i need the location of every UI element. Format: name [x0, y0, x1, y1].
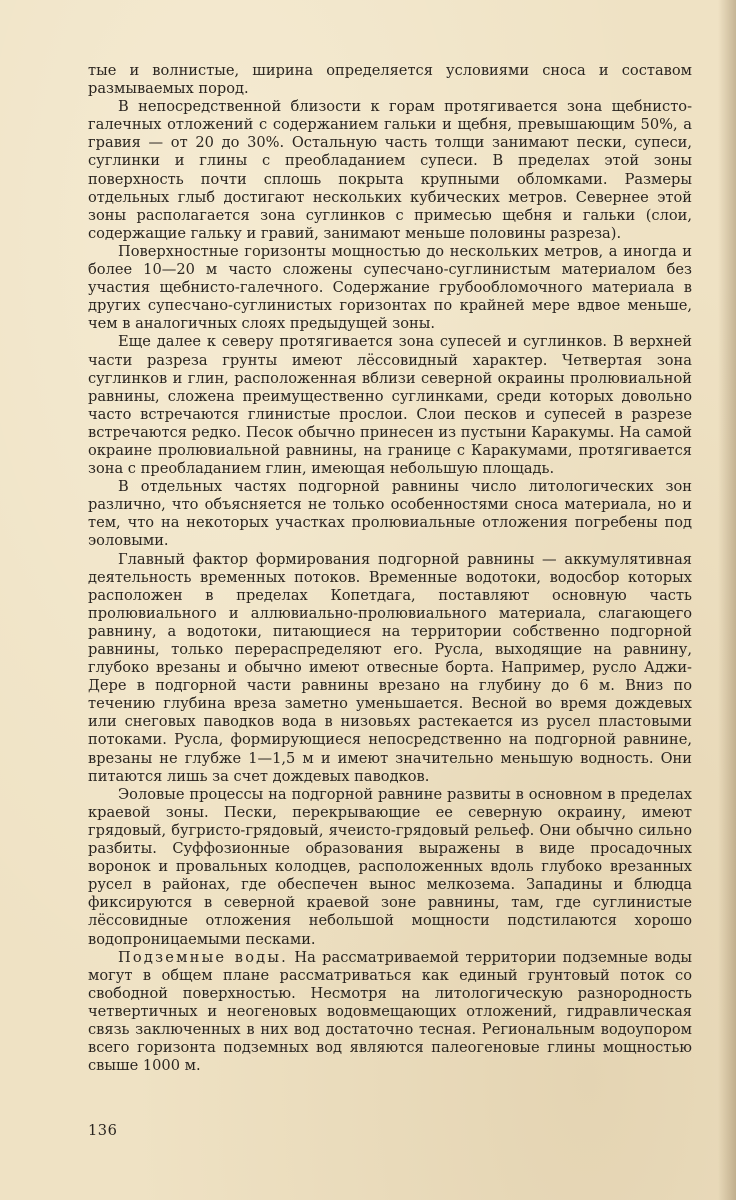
paragraph-3: Поверхностные горизонты мощностью до нескольких метров, а иногда и более 10—20 м часто сложены супесчано-суглинистым материалом без участия щебнисто-галечного. Содержание грубообломочного материала в других супесчано-суглинистых горизонтах по крайней мере вдвое меньше, чем в аналогичных слоях предыдущей зоны.: [88, 242, 692, 333]
paragraph-5: В отдельных частях подгорной равнины число литологических зон различно, что объясняется не только особенностями сноса материала, но и тем, что на некоторых участках пролювиальные отложения погребены под эоловыми.: [88, 478, 692, 550]
paragraph-8-text: На рассматриваемой территории подземные воды могут в общем плане рассматриваться как единый грунтовый поток со свободной поверхностью. Несмотря на литологическую разнородность четвертичных и неогеновых водовмещающих отложений, гидравлическая связь заключенных в них вод достаточно тесная. Региональным водоупором всего горизонта подземных вод являются палеогеновые глины мощностью свыше 1000 м.: [88, 948, 692, 1075]
page-number: 136: [88, 1122, 118, 1139]
page-edge-shadow: [718, 0, 736, 1200]
paragraph-1: тые и волнистые, ширина определяется условиями сноса и составом размываемых пород.: [88, 62, 692, 98]
paragraph-6: Главный фактор формирования подгорной равнины — аккумулятивная деятельность временных потоков. Временные водотоки, водосбор которых расположен в пределах Копетдага, поставляют основную часть пролювиального и аллювиально-пролювиального материала, слагающего равнину, а водотоки, питающиеся на территории собственно подгорной равнины, только перераспределяют его. Русла, выходящие на равнину, глубоко врезаны и обычно имеют отвесные борта. Например, русло Аджи-Дере в подгорной части равнины врезано на глубину до 6 м. Вниз по течению глубина вреза заметно уменьшается. Весной во время дождевых или снеговых паводков вода в низовьях растекается из русел пластовыми потоками. Русла, формирующиеся непосредственно на подгорной равнине, врезаны не глубже 1—1,5 м и имеют значительно меньшую водность. Они питаются лишь за счет дождевых паводков.: [88, 550, 692, 785]
paragraph-4: Еще далее к северу протягивается зона супесей и суглинков. В верхней части разреза грунты имеют лёссовидный характер. Четвертая зона суглинков и глин, расположенная вблизи северной окраины пролювиальной равнины, сложена преимущественно суглинками, среди которых довольно часто встречаются глинистые прослои. Слои песков и супесей в разрезе встречаются редко. Песок обычно принесен из пустыни Каракумы. На самой окраине пролювиальной равнины, на границе с Каракумами, протягивается зона с преобладанием глин, имеющая небольшую площадь.: [88, 333, 692, 478]
body-text: [88, 62, 692, 1075]
paragraph-8: [88, 949, 692, 1076]
paragraph-7: Эоловые процессы на подгорной равнине развиты в основном в пределах краевой зоны. Пески, перекрывающие ее северную окраину, имеют грядовый, бугристо-грядовый, ячеисто-грядовый рельеф. Они обычно сильно разбиты. Суффозионные образования выражены в виде просадочных воронок и провальных колодцев, расположенных вдоль глубоко врезанных русел в районах, где обеспечен вынос мелкозема. Западины и блюдца фиксируются в северной краевой зоне равнины, там, где суглинистые лёссовидные отложения небольшой мощности подстилаются хорошо водопроницаемыми песками.: [88, 785, 692, 948]
section-lead-heading: Подземные воды.: [118, 948, 289, 966]
paragraph-2: В непосредственной близости к горам протягивается зона щебнисто-галечных отложений с содержанием гальки и щебня, превышающим 50%, а гравия — от 20 до 30%. Остальную часть толщи занимают пески, супеси, суглинки и глины с преобладанием супеси. В пределах этой зоны поверхность почти сплошь покрыта крупными обломками. Размеры отдельных глыб достигают нескольких кубических метров. Севернее этой зоны располагается зона суглинков с примесью щебня и гальки (слои, содержащие гальку и гравий, занимают меньше половины разреза).: [88, 98, 692, 242]
